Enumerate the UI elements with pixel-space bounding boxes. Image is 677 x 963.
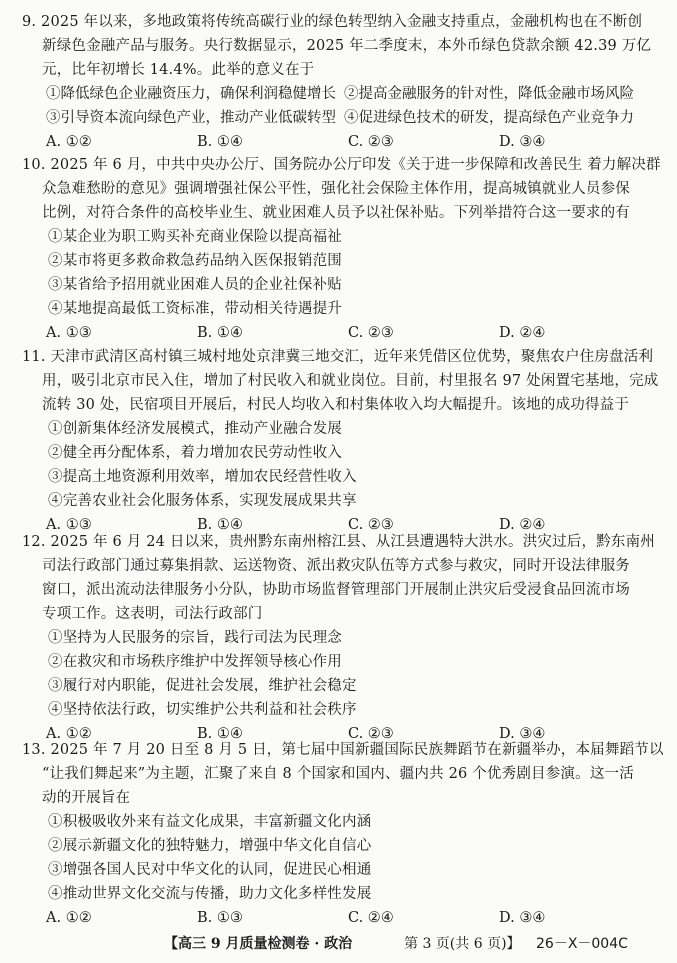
option-1[interactable]: ①某企业为职工购买补充商业保险以提高福祉: [48, 229, 342, 245]
question-stem-line: 比例，对符合条件的高校毕业生、就业困难人员予以社保补贴。下列举措符合这一要求的有: [42, 205, 630, 221]
question-stem-line: 10. 2025 年 6 月，中共中央办公厅、国务院办公厅印发《关于进一步保障和改善民生 着力解决群: [22, 157, 661, 173]
option-3[interactable]: ③履行对内职能，促进社会发展，维护社会稳定: [48, 678, 357, 694]
answer-c[interactable]: C. ②③: [348, 517, 394, 533]
question-12: [22, 530, 654, 746]
answer-d[interactable]: D. ③④: [499, 134, 546, 150]
answer-c[interactable]: C. ②③: [348, 726, 394, 742]
option-3[interactable]: ③引导资本流向绿色产业，推动产业低碳转型: [46, 110, 336, 126]
question-stem-line: 流转 30 处，民宿项目开展后，村民人均收入和村集体收入均大幅提升。该地的成功得益于: [42, 397, 630, 413]
exam-title: 【高三 9 月质量检测卷 · 政治: [164, 936, 353, 952]
question-stem-line: 新绿色金融产品与服务。央行数据显示，2025 年二季度末，本外币绿色贷款余额 42.39 万亿: [42, 38, 652, 54]
answer-d[interactable]: D. ②④: [499, 517, 546, 533]
question-13: [22, 738, 664, 930]
question-stem-line: 11. 天津市武清区高村镇三城村地处京津冀三地交汇，近年来凭借区位优势，聚焦农户住房盘活利: [22, 349, 654, 365]
answer-choices: [22, 321, 654, 345]
answer-a[interactable]: A. ①②: [46, 726, 92, 742]
answer-c[interactable]: C. ②④: [348, 910, 394, 926]
option-2[interactable]: ②健全再分配体系，着力增加农民劳动性收入: [48, 445, 342, 461]
question-stem-line: 13. 2025 年 7 月 20 日至 8 月 5 日，第七届中国新疆国际民族舞蹈节在新疆举办，本届舞蹈节以: [22, 742, 664, 758]
option-4[interactable]: ④推动世界文化交流与传播，助力文化多样性发展: [48, 886, 372, 902]
answer-b[interactable]: B. ①④: [197, 726, 243, 742]
answer-b[interactable]: B. ①④: [197, 325, 243, 341]
question-stem-line: 12. 2025 年 6 月 24 日以来，贵州黔东南州榕江县、从江县遭遇特大洪水。洪灾过后，黔东南州: [22, 534, 655, 550]
option-4[interactable]: ④某地提高最低工资标准，带动相关待遇提升: [48, 301, 342, 317]
option-2[interactable]: ②某市将更多救命救急药品纳入医保报销范围: [48, 253, 342, 269]
option-row: [22, 82, 654, 106]
answer-a[interactable]: A. ①③: [46, 517, 92, 533]
question-10: [22, 153, 661, 345]
answer-b[interactable]: B. ①③: [197, 910, 243, 926]
option-1[interactable]: ①创新集体经济发展模式，推动产业融合发展: [48, 421, 342, 437]
answer-c[interactable]: C. ②③: [348, 325, 394, 341]
option-4[interactable]: ④促进绿色技术的研发，提高绿色产业竞争力: [344, 110, 634, 126]
option-2[interactable]: ②提高金融服务的针对性，降低金融市场风险: [344, 86, 634, 102]
page-number: 第 3 页(共 6 页)】: [404, 936, 521, 952]
answer-a[interactable]: A. ①③: [46, 325, 92, 341]
answer-c[interactable]: C. ②③: [348, 134, 394, 150]
question-9: [22, 10, 654, 154]
question-stem-line: 9. 2025 年以来，多地政策将传统高碳行业的绿色转型纳入金融支持重点，金融机构也在不断创: [22, 14, 643, 30]
answer-a[interactable]: A. ①②: [46, 910, 92, 926]
page-footer: [0, 933, 677, 955]
option-3[interactable]: ③增强各国人民对中华文化的认同，促进民心相通: [48, 862, 372, 878]
question-stem-line: 专项工作。这表明，司法行政部门: [42, 606, 263, 622]
question-stem-line: 动的开展旨在: [42, 790, 131, 806]
answer-b[interactable]: B. ①④: [197, 134, 243, 150]
answer-a[interactable]: A. ①②: [46, 134, 92, 150]
question-stem-line: 众急难愁盼的意见》强调增强社保公平性，强化社会保险主体作用，提高城镇就业人员参保: [42, 181, 630, 197]
answer-b[interactable]: B. ①④: [197, 517, 243, 533]
option-2[interactable]: ②在救灾和市场秩序维护中发挥领导核心作用: [48, 654, 342, 670]
option-4[interactable]: ④完善农业社会化服务体系，实现发展成果共享: [48, 493, 357, 509]
question-11: [22, 345, 659, 537]
option-2[interactable]: ②展示新疆文化的独特魅力，增强中华文化自信心: [48, 838, 372, 854]
option-1[interactable]: ①降低绿色企业融资压力，确保利润稳健增长: [46, 86, 336, 102]
answer-choices: [22, 130, 654, 154]
exam-code: 26－X－004C: [536, 936, 628, 952]
answer-choices: [22, 906, 654, 930]
question-stem-line: 司法行政部门通过募集捐款、运送物资、派出救灾队伍等方式参与救灾，同时开设法律服务: [42, 558, 630, 574]
option-3[interactable]: ③某省给予招用就业困难人员的企业社保补贴: [48, 277, 342, 293]
option-1[interactable]: ①坚持为人民服务的宗旨，践行司法为民理念: [48, 630, 342, 646]
question-stem-line: “让我们舞起来”为主题，汇聚了来自 8 个国家和国内、疆内共 26 个优秀剧目参演。这一活: [42, 766, 634, 782]
option-4[interactable]: ④坚持依法行政，切实维护公共利益和社会秩序: [48, 702, 357, 718]
option-3[interactable]: ③提高土地资源利用效率，增加农民经营性收入: [48, 469, 357, 485]
option-1[interactable]: ①积极吸收外来有益文化成果，丰富新疆文化内涵: [48, 814, 372, 830]
question-stem-line: 窗口，派出流动法律服务小分队，协助市场监督管理部门开展制止洪灾后受浸食品回流市场: [42, 582, 630, 598]
option-row: [22, 106, 654, 130]
question-stem-line: 用，吸引北京市民入住，增加了村民收入和就业岗位。目前，村里报名 97 处闲置宅基地，完成: [42, 373, 659, 389]
answer-d[interactable]: D. ②④: [499, 325, 546, 341]
question-stem-line: 元，比年初增长 14.4%。此举的意义在于: [42, 62, 315, 78]
answer-d[interactable]: D. ③④: [499, 726, 546, 742]
answer-d[interactable]: D. ③④: [499, 910, 546, 926]
